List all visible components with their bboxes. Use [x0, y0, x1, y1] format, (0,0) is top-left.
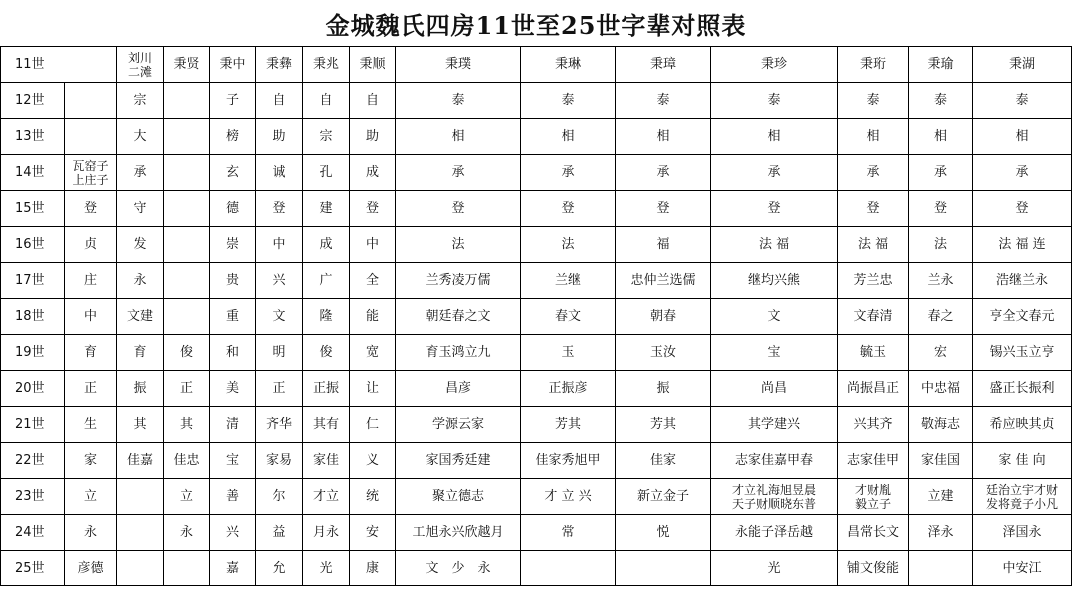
table-cell: 宽 — [350, 335, 396, 371]
table-cell: 泰 — [396, 83, 521, 119]
table-cell: 子 — [210, 83, 256, 119]
table-cell — [616, 551, 711, 586]
table-cell: 兴其齐 — [838, 407, 909, 443]
generation-label: 13世 — [1, 119, 65, 155]
generation-label: 21世 — [1, 407, 65, 443]
table-cell: 宏 — [909, 335, 973, 371]
table-cell: 月永 — [303, 515, 350, 551]
table-cell: 登 — [711, 191, 838, 227]
table-cell: 正 — [164, 371, 210, 407]
table-cell: 家佳 — [303, 443, 350, 479]
table-cell — [117, 551, 164, 586]
table-cell: 法 — [909, 227, 973, 263]
table-cell: 相 — [838, 119, 909, 155]
table-cell: 俊 — [164, 335, 210, 371]
table-cell: 仁 — [350, 407, 396, 443]
table-cell: 敬海志 — [909, 407, 973, 443]
table-cell: 德 — [210, 191, 256, 227]
table-cell: 成 — [303, 227, 350, 263]
table-cell: 工旭永兴欣越月 — [396, 515, 521, 551]
table-cell: 瓦窑子 上庄子 — [65, 155, 117, 191]
table-cell: 助 — [350, 119, 396, 155]
table-cell: 齐华 — [256, 407, 303, 443]
table-cell — [65, 119, 117, 155]
table-cell — [117, 515, 164, 551]
table-cell: 贞 — [65, 227, 117, 263]
table-cell: 承 — [117, 155, 164, 191]
table-cell: 锡兴玉立亨 — [973, 335, 1072, 371]
table-cell: 登 — [616, 191, 711, 227]
table-row — [1, 551, 1072, 586]
table-row — [1, 83, 1072, 119]
table-cell: 其 — [164, 407, 210, 443]
generation-label: 15世 — [1, 191, 65, 227]
table-cell: 永 — [65, 515, 117, 551]
table-cell: 文 — [256, 299, 303, 335]
generation-table — [0, 46, 1072, 586]
table-cell: 尔 — [256, 479, 303, 515]
table-cell: 义 — [350, 443, 396, 479]
table-cell: 相 — [973, 119, 1072, 155]
table-cell: 兰继 — [521, 263, 616, 299]
table-cell: 孔 — [303, 155, 350, 191]
table-cell: 益 — [256, 515, 303, 551]
table-cell: 善 — [210, 479, 256, 515]
table-cell: 正振彦 — [521, 371, 616, 407]
table-cell — [164, 155, 210, 191]
table-cell: 法 福 连 — [973, 227, 1072, 263]
table-cell — [164, 119, 210, 155]
table-cell: 其有 — [303, 407, 350, 443]
table-cell: 光 — [303, 551, 350, 586]
branch-header: 秉彝 — [256, 47, 303, 83]
table-cell: 和 — [210, 335, 256, 371]
table-cell: 发 — [117, 227, 164, 263]
branch-header: 秉琳 — [521, 47, 616, 83]
table-cell: 新立金子 — [616, 479, 711, 515]
table-cell: 康 — [350, 551, 396, 586]
table-cell: 清 — [210, 407, 256, 443]
table-cell — [909, 551, 973, 586]
table-cell: 自 — [256, 83, 303, 119]
table-cell: 家国秀廷建 — [396, 443, 521, 479]
table-cell: 泰 — [521, 83, 616, 119]
table-cell: 法 — [521, 227, 616, 263]
header-row — [1, 47, 1072, 83]
table-cell: 芳兰忠 — [838, 263, 909, 299]
table-cell — [164, 191, 210, 227]
table-cell: 泰 — [711, 83, 838, 119]
table-cell: 承 — [838, 155, 909, 191]
table-cell: 文建 — [117, 299, 164, 335]
table-cell: 志家佳嘉甲春 — [711, 443, 838, 479]
table-row — [1, 443, 1072, 479]
table-cell: 永能子泽岳越 — [711, 515, 838, 551]
table-row — [1, 299, 1072, 335]
branch-header: 秉中 — [210, 47, 256, 83]
table-cell: 中 — [65, 299, 117, 335]
table-cell: 中安江 — [973, 551, 1072, 586]
table-cell: 贵 — [210, 263, 256, 299]
table-cell: 登 — [909, 191, 973, 227]
table-cell: 正 — [256, 371, 303, 407]
table-cell: 中 — [350, 227, 396, 263]
table-cell: 彦德 — [65, 551, 117, 586]
table-cell: 自 — [303, 83, 350, 119]
page-title: 金城魏氏四房11世至25世字辈对照表 — [325, 10, 747, 40]
table-cell: 法 福 — [838, 227, 909, 263]
table-cell: 其 — [117, 407, 164, 443]
table-cell: 文 少 永 — [396, 551, 521, 586]
table-cell: 佳忠 — [164, 443, 210, 479]
branch-header: 秉瑜 — [909, 47, 973, 83]
table-cell: 相 — [396, 119, 521, 155]
table-cell: 志家佳甲 — [838, 443, 909, 479]
table-cell: 自 — [350, 83, 396, 119]
table-cell: 才财胤 毅立子 — [838, 479, 909, 515]
table-cell: 泰 — [973, 83, 1072, 119]
table-cell: 宗 — [117, 83, 164, 119]
generation-label: 22世 — [1, 443, 65, 479]
table-cell: 相 — [711, 119, 838, 155]
table-cell: 朝春 — [616, 299, 711, 335]
table-cell: 玄 — [210, 155, 256, 191]
table-cell: 登 — [396, 191, 521, 227]
table-cell: 庄 — [65, 263, 117, 299]
table-cell: 春之 — [909, 299, 973, 335]
table-cell — [164, 551, 210, 586]
table-cell: 文春清 — [838, 299, 909, 335]
table-cell: 明 — [256, 335, 303, 371]
generation-label: 25世 — [1, 551, 65, 586]
table-cell: 隆 — [303, 299, 350, 335]
branch-header: 秉璞 — [396, 47, 521, 83]
table-cell: 让 — [350, 371, 396, 407]
table-cell: 常 — [521, 515, 616, 551]
branch-header: 秉顺 — [350, 47, 396, 83]
table-row — [1, 191, 1072, 227]
table-cell: 宝 — [210, 443, 256, 479]
table-cell: 尚昌 — [711, 371, 838, 407]
generation-label: 17世 — [1, 263, 65, 299]
table-row — [1, 515, 1072, 551]
table-row — [1, 155, 1072, 191]
table-cell: 悦 — [616, 515, 711, 551]
table-cell: 佳家 — [616, 443, 711, 479]
table-cell: 铺文俊能 — [838, 551, 909, 586]
table-cell: 芳其 — [521, 407, 616, 443]
table-cell: 亨全文春元 — [973, 299, 1072, 335]
generation-label: 19世 — [1, 335, 65, 371]
table-cell — [164, 299, 210, 335]
table-cell: 承 — [521, 155, 616, 191]
table-row — [1, 479, 1072, 515]
table-cell: 芳其 — [616, 407, 711, 443]
table-cell: 才 立 兴 — [521, 479, 616, 515]
table-cell: 玉 — [521, 335, 616, 371]
generation-label: 14世 — [1, 155, 65, 191]
table-cell: 育玉鸿立九 — [396, 335, 521, 371]
table-cell: 承 — [616, 155, 711, 191]
table-cell: 浩继兰永 — [973, 263, 1072, 299]
table-cell — [164, 83, 210, 119]
table-cell — [164, 227, 210, 263]
table-cell: 立 — [65, 479, 117, 515]
table-cell: 能 — [350, 299, 396, 335]
table-cell: 兴 — [256, 263, 303, 299]
table-cell: 春文 — [521, 299, 616, 335]
table-row — [1, 263, 1072, 299]
table-cell: 法 福 — [711, 227, 838, 263]
table-cell: 立 — [164, 479, 210, 515]
table-cell: 相 — [616, 119, 711, 155]
table-cell: 建 — [303, 191, 350, 227]
table-cell: 诚 — [256, 155, 303, 191]
table-cell: 永 — [117, 263, 164, 299]
table-cell: 登 — [350, 191, 396, 227]
generation-label: 18世 — [1, 299, 65, 335]
table-cell: 生 — [65, 407, 117, 443]
table-cell: 尚振昌正 — [838, 371, 909, 407]
table-cell: 聚立德志 — [396, 479, 521, 515]
table-cell: 俊 — [303, 335, 350, 371]
table-cell: 育 — [65, 335, 117, 371]
table-cell — [521, 551, 616, 586]
table-cell: 重 — [210, 299, 256, 335]
table-cell: 泽国永 — [973, 515, 1072, 551]
table-cell: 承 — [711, 155, 838, 191]
generation-label: 23世 — [1, 479, 65, 515]
table-cell — [164, 263, 210, 299]
table-cell: 玉汝 — [616, 335, 711, 371]
table-cell: 忠仲兰选儒 — [616, 263, 711, 299]
table-cell: 相 — [521, 119, 616, 155]
table-cell: 兰秀凌万儒 — [396, 263, 521, 299]
table-cell: 允 — [256, 551, 303, 586]
table-cell: 登 — [973, 191, 1072, 227]
table-cell: 家 佳 向 — [973, 443, 1072, 479]
branch-header: 秉贤 — [164, 47, 210, 83]
table-cell: 佳家秀旭甲 — [521, 443, 616, 479]
table-cell: 大 — [117, 119, 164, 155]
table-cell: 崇 — [210, 227, 256, 263]
table-row — [1, 227, 1072, 263]
table-cell: 光 — [711, 551, 838, 586]
table-cell: 昌常长文 — [838, 515, 909, 551]
table-cell: 泽永 — [909, 515, 973, 551]
table-cell: 振 — [616, 371, 711, 407]
table-cell: 家佳国 — [909, 443, 973, 479]
table-cell — [65, 83, 117, 119]
branch-header: 秉珍 — [711, 47, 838, 83]
table-cell: 泰 — [909, 83, 973, 119]
table-cell: 中忠福 — [909, 371, 973, 407]
table-cell: 登 — [521, 191, 616, 227]
table-cell: 盛正长振利 — [973, 371, 1072, 407]
table-cell — [117, 479, 164, 515]
branch-header: 秉璋 — [616, 47, 711, 83]
table-cell: 法 — [396, 227, 521, 263]
generation-label: 12世 — [1, 83, 65, 119]
table-cell: 安 — [350, 515, 396, 551]
table-cell: 承 — [396, 155, 521, 191]
table-cell: 永 — [164, 515, 210, 551]
table-cell: 统 — [350, 479, 396, 515]
table-cell: 榜 — [210, 119, 256, 155]
table-cell: 广 — [303, 263, 350, 299]
table-cell: 登 — [65, 191, 117, 227]
table-cell: 才立礼海旭昱晨 天子财顺晓东普 — [711, 479, 838, 515]
table-cell: 其学建兴 — [711, 407, 838, 443]
table-cell: 全 — [350, 263, 396, 299]
table-cell: 才立 — [303, 479, 350, 515]
table-cell: 昌彦 — [396, 371, 521, 407]
table-cell: 美 — [210, 371, 256, 407]
branch-header: 秉湖 — [973, 47, 1072, 83]
table-cell: 学源云家 — [396, 407, 521, 443]
table-cell: 朝廷春之文 — [396, 299, 521, 335]
table-cell: 正振 — [303, 371, 350, 407]
table-cell: 家易 — [256, 443, 303, 479]
table-cell: 泰 — [616, 83, 711, 119]
branch-header: 秉珩 — [838, 47, 909, 83]
generation-label: 16世 — [1, 227, 65, 263]
table-cell: 兰永 — [909, 263, 973, 299]
table-row — [1, 119, 1072, 155]
table-cell: 泰 — [838, 83, 909, 119]
branch-header: 刘川 二滩 — [117, 47, 164, 83]
table-cell: 佳嘉 — [117, 443, 164, 479]
table-cell: 宝 — [711, 335, 838, 371]
generation-label: 11世 — [1, 47, 117, 83]
table-cell: 嘉 — [210, 551, 256, 586]
table-row — [1, 335, 1072, 371]
table-cell: 继均兴熊 — [711, 263, 838, 299]
branch-header: 秉兆 — [303, 47, 350, 83]
table-cell: 中 — [256, 227, 303, 263]
generation-label: 20世 — [1, 371, 65, 407]
table-cell: 育 — [117, 335, 164, 371]
table-cell: 希应映其贞 — [973, 407, 1072, 443]
generation-label: 24世 — [1, 515, 65, 551]
table-cell: 福 — [616, 227, 711, 263]
table-row — [1, 407, 1072, 443]
table-cell: 守 — [117, 191, 164, 227]
table-cell: 正 — [65, 371, 117, 407]
table-cell: 承 — [909, 155, 973, 191]
table-cell: 宗 — [303, 119, 350, 155]
table-cell: 登 — [838, 191, 909, 227]
table-cell: 廷治立宇才财 发将竟子小凡 — [973, 479, 1072, 515]
table-cell: 立建 — [909, 479, 973, 515]
table-cell: 毓玉 — [838, 335, 909, 371]
table-cell: 助 — [256, 119, 303, 155]
table-cell: 文 — [711, 299, 838, 335]
table-row — [1, 371, 1072, 407]
table-cell: 家 — [65, 443, 117, 479]
table-cell: 兴 — [210, 515, 256, 551]
table-cell: 承 — [973, 155, 1072, 191]
table-cell: 振 — [117, 371, 164, 407]
table-cell: 登 — [256, 191, 303, 227]
table-cell: 成 — [350, 155, 396, 191]
table-cell: 相 — [909, 119, 973, 155]
